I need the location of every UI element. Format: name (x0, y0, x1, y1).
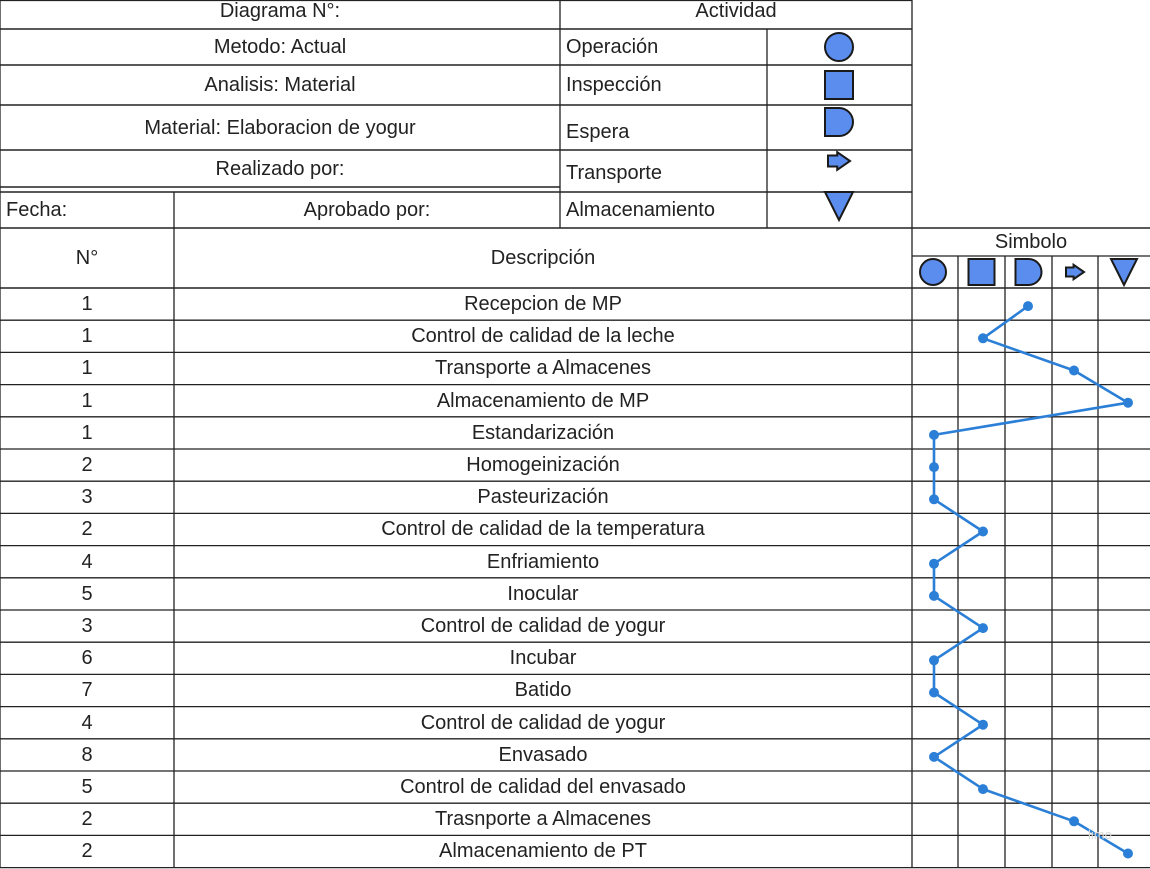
flow-point (1123, 849, 1133, 859)
legend-transport-label: Transporte (566, 162, 662, 184)
row-description: Control de calidad de la temperatura (381, 518, 705, 541)
row-number: 7 (81, 679, 93, 702)
square-icon (825, 71, 853, 99)
row-description: Control de calidad del envasado (400, 776, 686, 799)
row-description: Batido (514, 679, 572, 702)
column-header-number: N° (75, 247, 99, 269)
column-header-description: Descripción (490, 247, 596, 269)
row-number: 2 (81, 518, 93, 541)
legend-operation-label: Operación (566, 36, 659, 58)
flow-path-line (934, 306, 1128, 853)
row-description: Recepcion de MP (464, 293, 622, 316)
row-number: 4 (81, 550, 93, 573)
d-shape-icon (825, 108, 853, 136)
flow-point (978, 333, 988, 343)
approved-by-label: Aprobado por: (303, 199, 431, 221)
row-description: Incubar (509, 647, 577, 670)
row-number: 2 (81, 454, 93, 477)
row-description: Transporte a Almacenes (434, 357, 652, 380)
row-number: 2 (81, 808, 93, 831)
flow-point (929, 462, 939, 472)
row-description: Control de calidad de yogur (420, 615, 666, 638)
row-number: 1 (81, 325, 93, 348)
triangle-down-icon (825, 192, 853, 220)
flow-point (929, 688, 939, 698)
circle-icon (920, 259, 946, 285)
legend-storage-label: Almacenamiento (566, 199, 715, 221)
row-number: 1 (81, 357, 93, 380)
watermark: limo (1088, 827, 1112, 842)
row-number: 3 (81, 615, 93, 638)
row-number: 1 (81, 421, 93, 444)
row-number: 2 (81, 840, 93, 863)
material-label: Material: Elaboracion de yogur (144, 116, 416, 139)
flow-point (1069, 816, 1079, 826)
circle-icon (825, 33, 853, 61)
flow-point (978, 784, 988, 794)
flow-point (978, 527, 988, 537)
square-icon (969, 259, 995, 285)
flow-point (929, 559, 939, 569)
method-label: Metodo: Actual (213, 36, 347, 58)
row-description: Inocular (507, 582, 579, 605)
row-number: 1 (81, 293, 93, 316)
row-number: 5 (81, 582, 93, 605)
row-number: 1 (81, 389, 93, 412)
flow-point (929, 430, 939, 440)
flow-point (929, 591, 939, 601)
analysis-label: Analisis: Material (204, 74, 356, 96)
flow-point (929, 655, 939, 665)
flow-point (1123, 398, 1133, 408)
arrow-right-icon (1066, 265, 1084, 279)
legend-wait-label: Espera (566, 121, 630, 143)
activity-header: Actividad (695, 0, 777, 22)
row-number: 3 (81, 486, 93, 509)
row-description: Homogeinización (466, 454, 620, 477)
flow-point (978, 720, 988, 730)
legend-inspection-label: Inspección (566, 74, 662, 96)
d-shape-icon (1016, 259, 1042, 285)
row-number: 8 (81, 743, 93, 766)
flow-point (1023, 301, 1033, 311)
row-description: Enfriamiento (486, 550, 600, 573)
arrow-right-icon (828, 152, 850, 170)
row-description: Control de calidad de yogur (420, 711, 666, 734)
row-description: Trasnporte a Almacenes (434, 808, 652, 831)
triangle-down-icon (1111, 259, 1137, 285)
row-number: 5 (81, 776, 93, 799)
row-description: Envasado (498, 743, 588, 766)
made-by-label: Realizado por: (215, 157, 345, 180)
flow-point (978, 623, 988, 633)
flow-point (1069, 366, 1079, 376)
row-description: Control de calidad de la leche (411, 325, 675, 348)
flow-point (929, 752, 939, 762)
row-number: 4 (81, 711, 93, 734)
row-description: Estandarización (471, 421, 615, 444)
row-description: Almacenamiento de MP (436, 389, 650, 412)
date-label: Fecha: (6, 199, 68, 221)
flow-point (929, 494, 939, 504)
row-description: Almacenamiento de PT (439, 840, 647, 863)
row-number: 6 (81, 647, 93, 670)
diagram-number-label: Diagrama N°: (219, 0, 341, 22)
column-header-symbol: Simbolo (994, 231, 1068, 253)
row-description: Pasteurización (477, 486, 609, 509)
